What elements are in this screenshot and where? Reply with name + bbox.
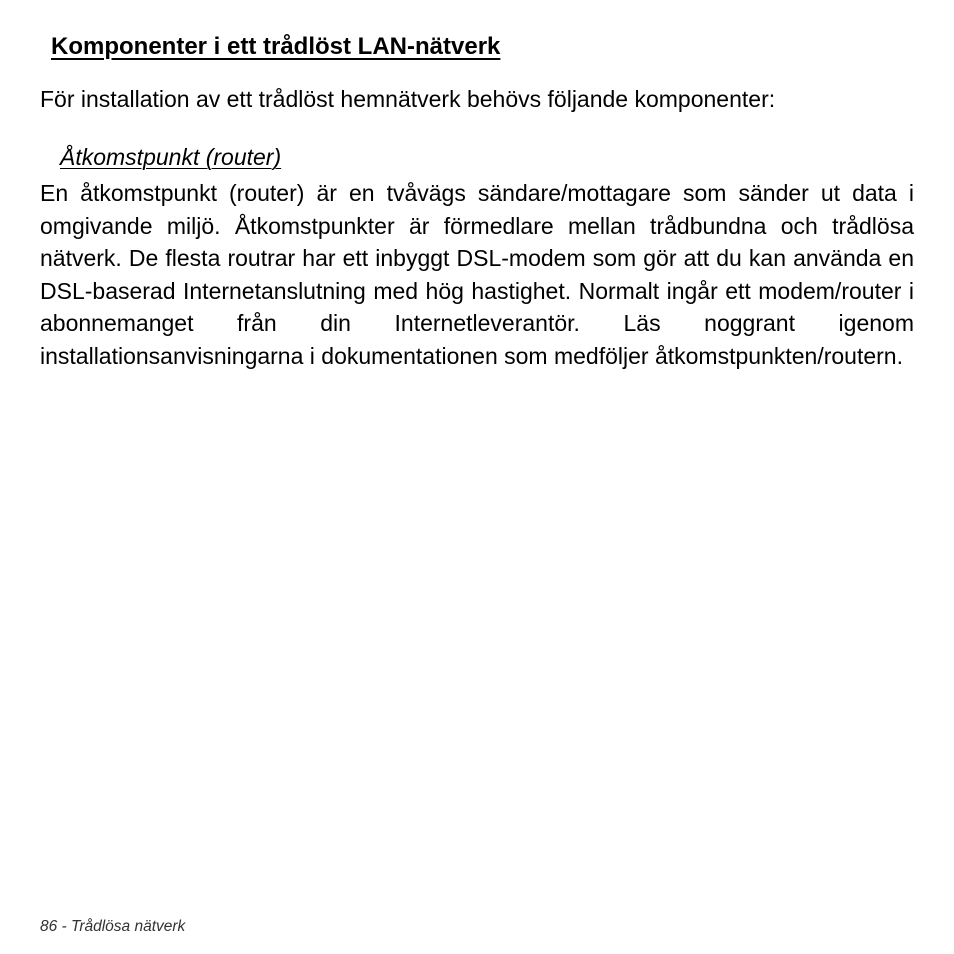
body-paragraph: En åtkomstpunkt (router) är en tvåvägs sändare/mottagare som sänder ut data i omgivande miljö. Åtkomstpunkter är förmedlare mellan trådbundna och trådlösa nätverk. De flesta routrar har ett inbyggt DSL-modem som gör att du kan använda en DSL-baserad Internetanslutning med hög hastighet. Normalt ingår ett modem/router i abonnemanget från din Internetleverantör. Läs noggrant igenom installationsanvisningarna i dokumentationen som medföljer åtkomstpunkten/routern. <box>40 180 914 369</box>
page-footer: 86 - Trådlösa nätverk <box>40 918 186 935</box>
intro-paragraph: För installation av ett trådlöst hemnätverk behövs följande komponenter: <box>40 86 776 112</box>
subsection-heading: Åtkomstpunkt (router) <box>60 144 282 170</box>
section-heading: Komponenter i ett trådlöst LAN-nätverk <box>51 33 501 60</box>
